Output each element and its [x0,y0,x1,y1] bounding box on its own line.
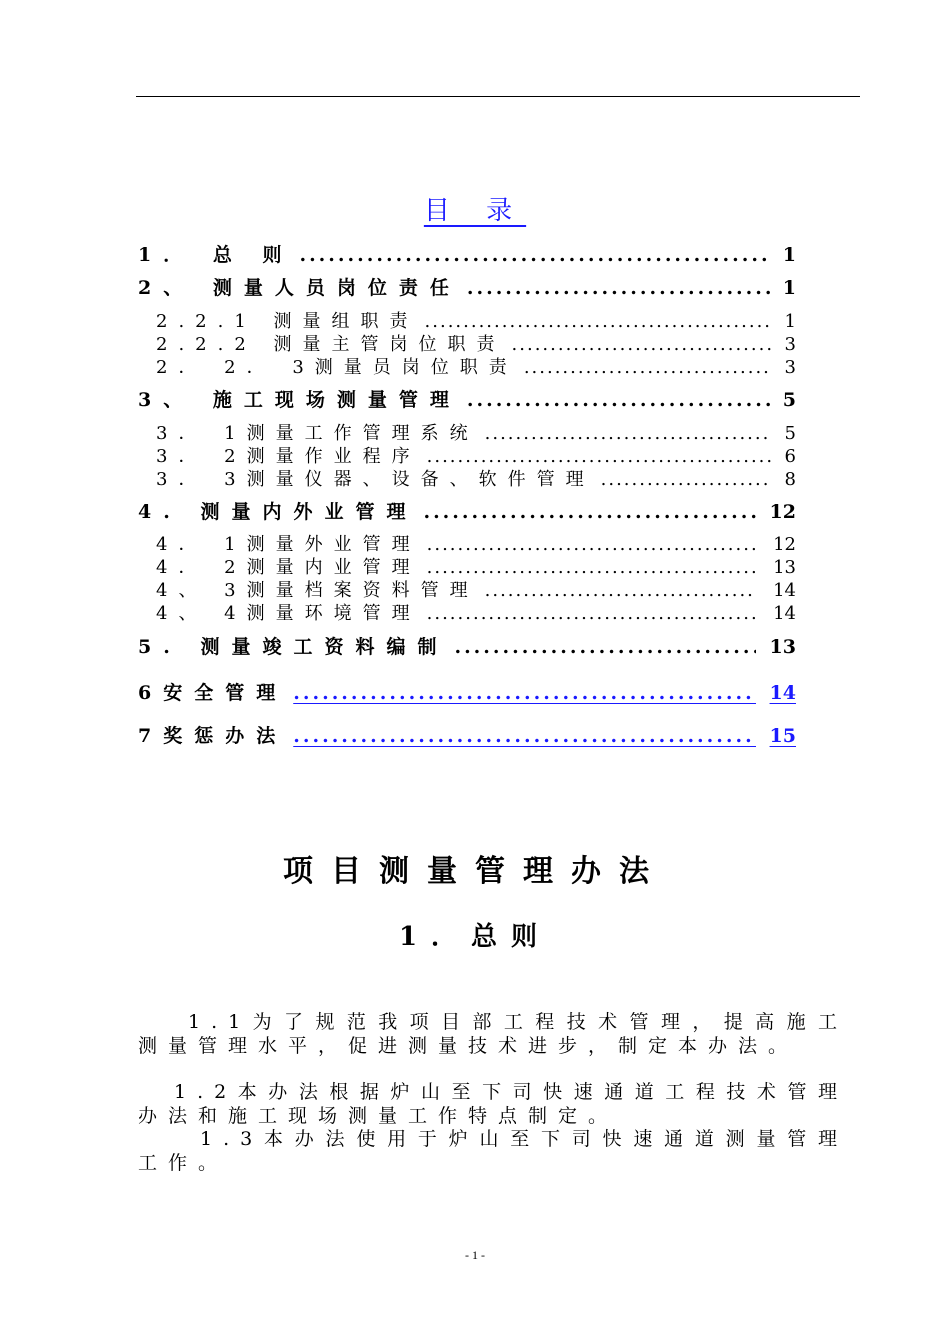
toc-entry-page: 6 [784,446,796,467]
toc-entry-3[interactable] [138,385,796,412]
toc-entry-page: 14 [769,682,796,704]
paragraph-1-2: 1.2本办法根据炉山至下司快速通道工程技术管理办法和施工现场测量工作特点制定。 [138,1081,848,1127]
toc-title: 目 录 [423,196,527,226]
toc-entry-page: 1 [782,244,796,266]
toc-entry-label: 6安全管理 [138,682,288,704]
toc-entry-page: 13 [773,557,796,578]
toc-entry-label: 5. 测量竣工资料编制 [138,636,449,658]
toc-entry-2-2-3[interactable] [156,353,796,379]
toc-entry-4[interactable] [138,497,796,524]
toc-entry-page: 12 [769,501,796,523]
toc-entry-label: 3． 3测量仪器、设备、软件管理 [156,469,595,490]
toc-entry-label: 3、 施工现场测量管理 [138,389,461,411]
toc-entry-page: 14 [773,580,796,601]
toc-entry-page: 8 [784,469,796,490]
toc-entry-page: 12 [773,534,796,555]
toc-entry-label: 2、 测量人员岗位责任 [138,277,461,299]
toc-entry-page: 14 [773,603,796,624]
section-title: 1．总则 [398,922,552,952]
toc-entry-3-3[interactable] [156,465,796,491]
toc-entry-label: 4、 3测量档案资料管理 [156,580,479,601]
toc-entry-4-4[interactable] [156,599,796,625]
document-title: 项目测量管理办法 [283,854,667,889]
toc-entry-page: 3 [784,334,796,355]
toc-entry-label: 4． 2测量内业管理 [156,557,421,578]
toc-entry-7[interactable] [138,721,796,748]
toc-entry-label: 3． 2测量作业程序 [156,446,421,467]
toc-entry-label: 4. 测量内外业管理 [138,501,418,523]
toc-entry-page: 3 [784,357,796,378]
toc-entry-label: 1． 总 则 [138,244,294,266]
toc-entry-page: 13 [769,636,796,658]
page-number: - 1 - [465,1248,485,1262]
toc-entry-label: 2.2.1 测量组职责 [156,311,419,332]
paragraph-1-3: 1.3本办法使用于炉山至下司快速通道测量管理工作。 [138,1128,848,1174]
toc-entry-label: 4、 4测量环境管理 [156,603,421,624]
toc-entry-6[interactable] [138,678,796,705]
toc-entry-1[interactable] [138,240,796,267]
paragraph-1-1: 1.1为了规范我项目部工程技术管理，提高施工测量管理水平，促进测量技术进步，制定本办法。 [138,1011,848,1057]
toc-entry-page: 1 [782,277,796,299]
toc-entry-label: 2.2.2 测量主管岗位职责 [156,334,506,355]
toc-entry-page: 1 [784,311,796,332]
toc-entry-label: 7奖惩办法 [138,725,288,747]
toc-entry-label: 3． 1测量工作管理系统 [156,423,479,444]
toc-entry-label: 2． 2． 3测量员岗位职责 [156,357,518,378]
toc-entry-page: 5 [784,423,796,444]
toc-entry-5[interactable] [138,632,796,659]
toc-entry-2[interactable] [138,273,796,300]
toc-entry-page: 15 [769,725,796,747]
toc-entry-page: 5 [782,389,796,411]
toc-entry-label: 4． 1测量外业管理 [156,534,421,555]
header-rule [136,96,860,97]
